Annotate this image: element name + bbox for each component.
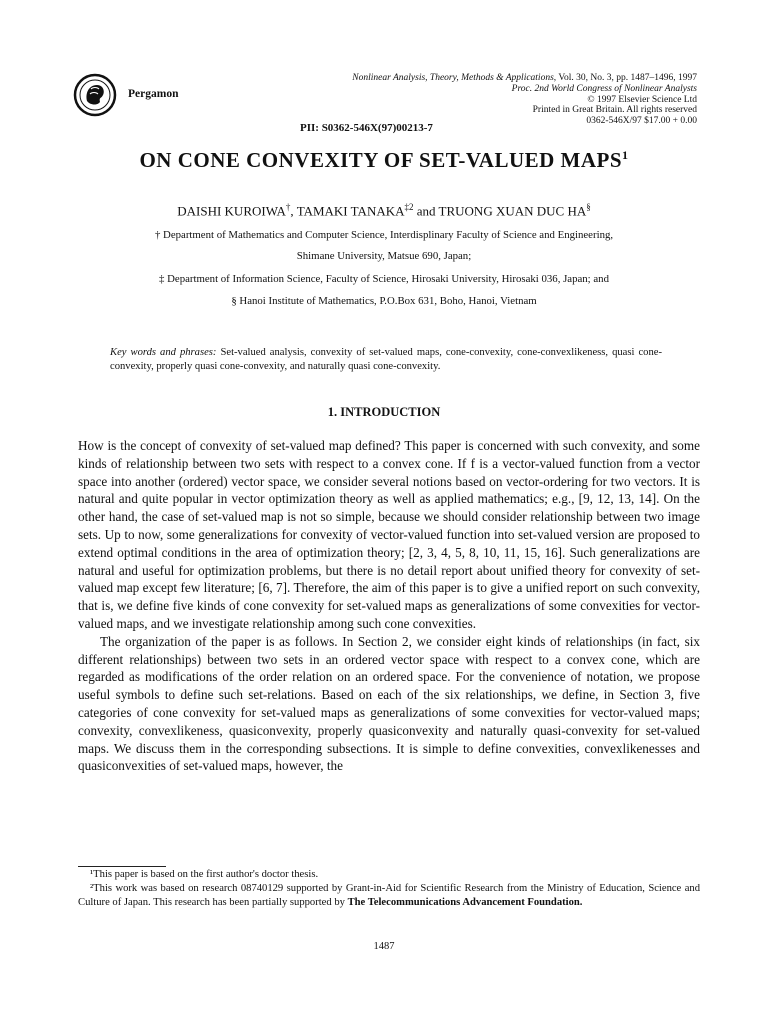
paragraph-1: How is the concept of convexity of set-valued map defined? This paper is concerned with such convexity, and some kinds of relationship between two sets with respect to a convex cone. If f is a vector-valued function from a vector space into another (ordered) vector space, we consider several notions based on vector-ordering for two vectors. It is natural and quite popular in vector optimization theory as well as applied mathematics; e.g., [9, 12, 13, 14]. On the other hand, the case of set-valued map is not so simple, because we should consider relationship between two image sets. Up to now, some generalizations for convexity of vector-valued function into set-valued version are proposed to extend optimal conditions in the area of optimization theory; [2, 3, 4, 5, 8, 10, 11, 15, 16]. Such generalizations are natural and useful for optimization problems, but there is no detail report about unified theory for convexity of set-valued map except few literature; [6, 7]. Therefore, the aim of this paper is to give a unified report on such convexity, that is, we define five kinds of cone convexity for set-valued maps as generalizations of some convexities for vector-valued maps, and we investigate relationship among such cone convexities. [78, 438, 700, 631]
paper-title [0, 148, 768, 173]
footnote-2-foundation: The Telecommunications Advancement Foundation. [347, 897, 583, 908]
footnotes-block [78, 868, 700, 910]
keywords-label: Key words and phrases: [110, 347, 217, 358]
body-text [78, 437, 700, 775]
author-2: TAMAKI TANAKA [296, 203, 405, 219]
publisher-logo-icon [73, 73, 117, 117]
author-3-mark: § [586, 202, 591, 212]
title-text: ON CONE CONVEXITY OF SET-VALUED MAPS [139, 148, 623, 172]
footnote-1: ¹This paper is based on the first author's doctor thesis. [90, 869, 319, 880]
author-3: TRUONG XUAN DUC HA [438, 203, 587, 219]
journal-citation-block [267, 73, 697, 127]
journal-volume: , Vol. 30, No. 3, pp. 1487–1496, 1997 [553, 73, 697, 83]
affiliation-line-2: Shimane University, Matsue 690, Japan; [296, 250, 472, 262]
printed-line: Printed in Great Britain. All rights reserved [532, 105, 697, 116]
author-separator: , [290, 203, 297, 219]
footnote-2-text: ²This work was based on research 08740129 supported by Grant-in-Aid for Scientific Research from the Ministry of Education, Science and Culture of Japan. This research has been partially supported by [78, 883, 700, 908]
author-1: DAISHI KUROIWA [177, 203, 286, 219]
footnote-2 [78, 882, 700, 910]
author-1-mark: † [285, 202, 291, 212]
section-heading: 1. INTRODUCTION [327, 405, 441, 419]
keywords-text: Set-valued analysis, convexity of set-valued maps, cone-convexity, cone-convexlikeness, quasi cone-convexity, properly quasi cone-convexity, and naturally quasi cone-convexity. [110, 347, 662, 372]
affiliation-line-4: § Hanoi Institute of Mathematics, P.O.Box 631, Boho, Hanoi, Vietnam [231, 295, 537, 307]
publisher-name: Pergamon [128, 88, 179, 100]
journal-line [267, 73, 697, 84]
paragraph-2: The organization of the paper is as follows. In Section 2, we consider eight kinds of relationships (in fact, six different relationships) between two sets in an ordered vector space with respect to a convex cone, which are regarded as modifications of the order relation on an ordered space. For the convenience of notation, we propose useful symbols to define such set-relations. Based on each of the six relationships, we define, in Section 3, five categories of cone convexity for set-valued maps as generalizations of some convexities for vector-valued maps; convexity, convexlikeness, quasiconvexity, properly quasiconvexity and naturally quasi-convexity for set-valued maps. We discuss them in the corresponding subsections. It is simple to define convexities, convexlikenesses and quasiconvexities of set-valued maps, however, the [78, 633, 700, 774]
proceedings-line: Proc. 2nd World Congress of Nonlinear Analysts [511, 83, 697, 94]
author-list [0, 202, 768, 219]
author-2-mark: ‡2 [404, 202, 414, 212]
keywords-block [110, 346, 662, 374]
issn-line: 0362-546X/97 $17.00 + 0.00 [586, 116, 697, 127]
affiliation-line-1: † Department of Mathematics and Computer Science, Interdisplinary Faculty of Science and Engineering, [154, 229, 614, 241]
journal-name: Nonlinear Analysis, Theory, Methods & Applications [352, 73, 554, 83]
title-footnote-mark: 1 [622, 148, 629, 162]
copyright-line: © 1997 Elsevier Science Ltd [587, 94, 697, 105]
author-separator: and [413, 203, 439, 219]
affiliation-line-3: ‡ Department of Information Science, Faculty of Science, Hirosaki University, Hirosaki 036, Japan; and [159, 273, 609, 285]
footnote-rule [78, 866, 166, 867]
pii-identifier: PII: S0362-546X(97)00213-7 [300, 122, 433, 134]
page-number: 1487 [373, 941, 395, 952]
